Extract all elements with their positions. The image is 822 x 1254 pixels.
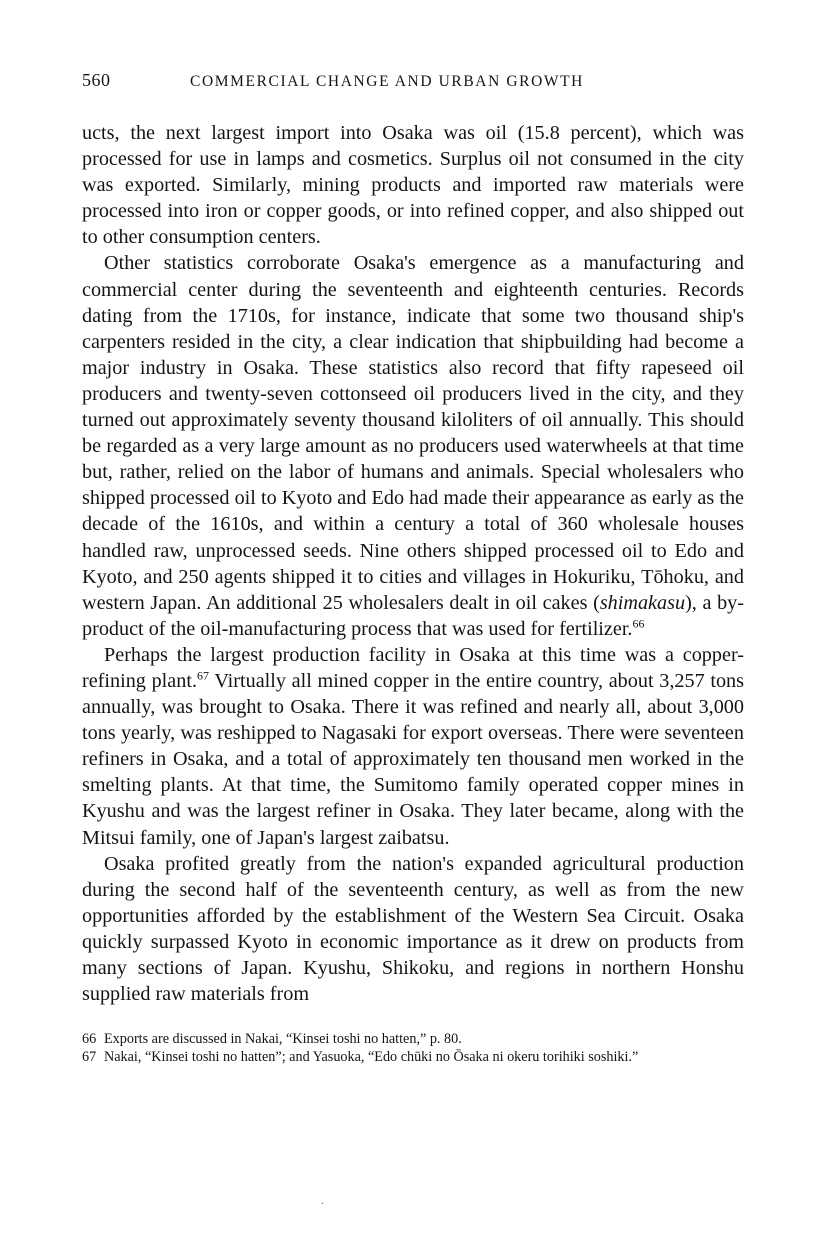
paragraph-3-text-a: Perhaps the largest production facility in Osaka at this time was a copper-refining plant.: [82, 643, 744, 692]
italic-term: shimakasu: [599, 591, 686, 614]
footnote-ref-66[interactable]: 66: [632, 616, 645, 631]
footnote-number: 67: [82, 1048, 97, 1065]
footnote-text: Exports are discussed in Nakai, “Kinsei toshi no hatten,” p. 80.: [104, 1031, 462, 1048]
paragraph-3: [82, 642, 744, 851]
footnote-67: [82, 1049, 744, 1067]
footnote-ref-67[interactable]: 67: [197, 668, 209, 683]
paragraph-2: [82, 250, 744, 641]
paragraph-4: Osaka profited greatly from the nation's expanded agricultural production during the second half of the seventeenth century, as well as from the new opportunities afforded by the establishment of the Western Sea Circuit. Osaka quickly surpassed Kyoto in economic importance as it drew on products from many sections of Japan. Kyushu, Shikoku, and regions in northern Honshu supplied raw materials from: [82, 852, 744, 1006]
page-number: 560: [82, 70, 111, 90]
paragraph-1: ucts, the next largest import into Osaka was oil (15.8 percent), which was processed for use in lamps and cosmetics. Surplus oil not consumed in the city was exported. Similarly, mining products and imported raw materials were processed into iron or copper goods, or into refined copper, and also shipped out to other consumption centers.: [82, 122, 744, 249]
footnote-text: Nakai, “Kinsei toshi no hatten”; and Yasuoka, “Edo chūki no Ōsaka ni okeru torihiki soshiki.”: [104, 1048, 639, 1065]
footnote-number: 66: [82, 1031, 97, 1048]
bottom-mark: .: [321, 1196, 324, 1207]
body-text: [82, 120, 744, 1007]
running-header: [82, 70, 744, 98]
book-page: [82, 70, 744, 1066]
footnote-66: [82, 1031, 744, 1049]
paragraph-2-text-b: ), a by-product of the oil-manufacturing process that was used for fertilizer.: [82, 591, 744, 640]
footnotes: [82, 1031, 744, 1066]
paragraph-2-text-a: Other statistics corroborate Osaka's emergence as a manufacturing and commercial center during the seventeenth and eighteenth centuries. Records dating from the 1710s, for instance, indicate that some two thousand ship's carpenters resided in the city, a clear indication that shipbuilding had become a major industry in Osaka. These statistics also record that fifty rapeseed oil producers and twenty-seven cottonseed oil producers lived in the city, and they turned out approximately seventy thousand kiloliters of oil annually. This should be regarded as a very large amount as no producers used waterwheels at that time but, rather, relied on the labor of humans and animals. Special wholesalers who shipped processed oil to Kyoto and Edo had made their appearance as early as the decade of the 1610s, and within a century a total of 360 wholesale houses handled raw, unprocessed seeds. Nine others shipped processed oil to Edo and Kyoto, and 250 agents shipped it to cities and villages in Hokuriku, Tōhoku, and western Japan. An additional 25 wholesalers dealt in oil cakes (: [82, 252, 744, 614]
running-title: COMMERCIAL CHANGE AND URBAN GROWTH: [190, 73, 584, 90]
paragraph-3-text-b: Virtually all mined copper in the entire country, about 3,257 tons annually, was brought to Osaka. There it was refined and nearly all, about 3,000 tons yearly, was reshipped to Nagasaki for export overseas. There were seventeen refiners in Osaka, and a total of approximately ten thousand men worked in the smelting plants. At that time, the Sumitomo family operated copper mines in Kyushu and was the largest refiner in Osaka. They later became, along with the Mitsui family, one of Japan's largest zaibatsu.: [82, 669, 744, 849]
